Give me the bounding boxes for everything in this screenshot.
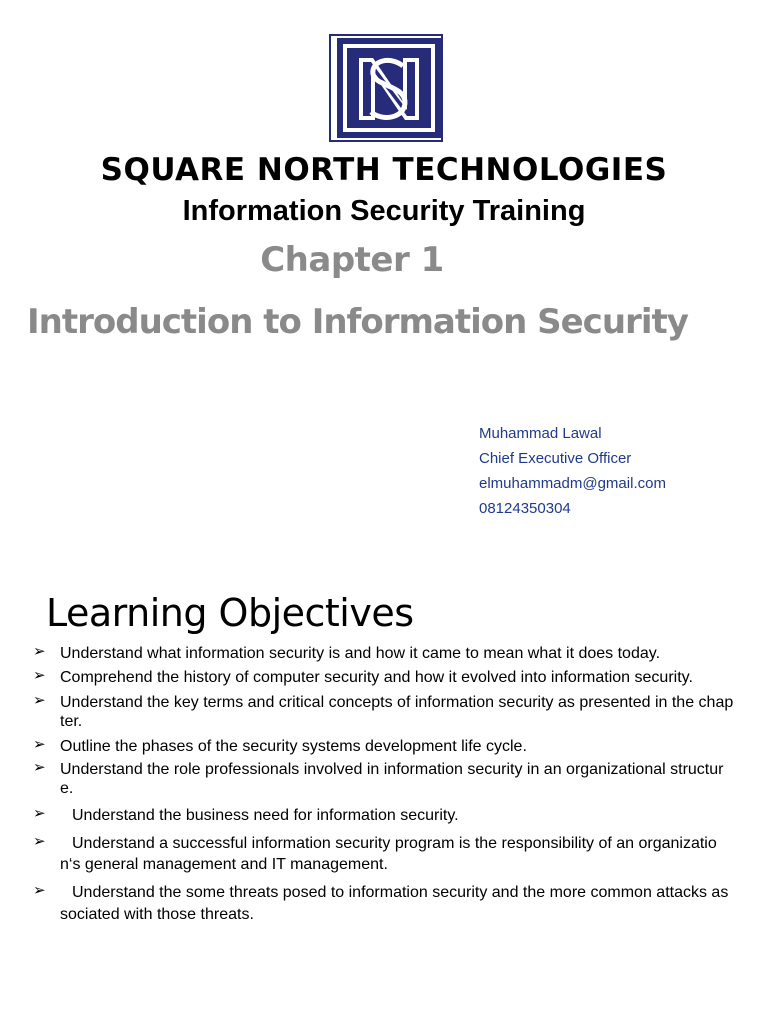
chapter-label: Chapter 1	[260, 240, 444, 280]
list-item	[0, 737, 768, 756]
list-item	[0, 760, 768, 798]
arrow-bullet-icon: ➢	[33, 667, 46, 684]
arrow-bullet-icon: ➢	[33, 692, 46, 709]
list-item	[0, 693, 768, 731]
arrow-bullet-icon: ➢	[33, 833, 46, 850]
list-item	[0, 806, 768, 825]
objective-text: Understand a successful information security program is the responsibility of an organization‘s general management and IT management.	[60, 835, 717, 873]
course-subtitle: Information Security Training	[182, 195, 586, 227]
author-phone: 08124350304	[479, 500, 571, 517]
objective-text: Understand the role professionals involved in information security in an organizational structure.	[60, 761, 724, 797]
arrow-bullet-icon: ➢	[33, 882, 46, 899]
company-name: SQUARE NORTH TECHNOLOGIES	[100, 152, 668, 188]
objectives-list	[0, 644, 768, 926]
author-email: elmuhammadm@gmail.com	[479, 475, 666, 492]
list-item	[0, 644, 768, 663]
arrow-bullet-icon: ➢	[33, 759, 46, 776]
arrow-bullet-icon: ➢	[33, 643, 46, 660]
list-item	[0, 668, 768, 687]
objective-text: Understand the business need for information security.	[72, 807, 459, 824]
chapter-title: Introduction to Information Security	[27, 302, 688, 342]
objective-text: Comprehend the history of computer security and how it evolved into information security.	[60, 669, 693, 686]
arrow-bullet-icon: ➢	[33, 736, 46, 753]
objective-text: Understand what information security is and how it came to mean what it does today.	[60, 645, 661, 662]
learning-objectives-heading: Learning Objectives	[46, 591, 414, 635]
author-name: Muhammad Lawal	[479, 425, 602, 442]
author-contact	[479, 424, 666, 524]
objective-text: Understand the some threats posed to information security and the more common attacks associated with those threats.	[60, 884, 729, 923]
list-item	[0, 882, 768, 926]
arrow-bullet-icon: ➢	[33, 805, 46, 822]
author-role: Chief Executive Officer	[479, 450, 632, 467]
company-logo	[329, 34, 443, 142]
objective-text: Understand the key terms and critical concepts of information security as presented in the chapter.	[60, 694, 734, 730]
objective-text: Outline the phases of the security systems development life cycle.	[60, 738, 527, 755]
list-item	[0, 833, 768, 875]
